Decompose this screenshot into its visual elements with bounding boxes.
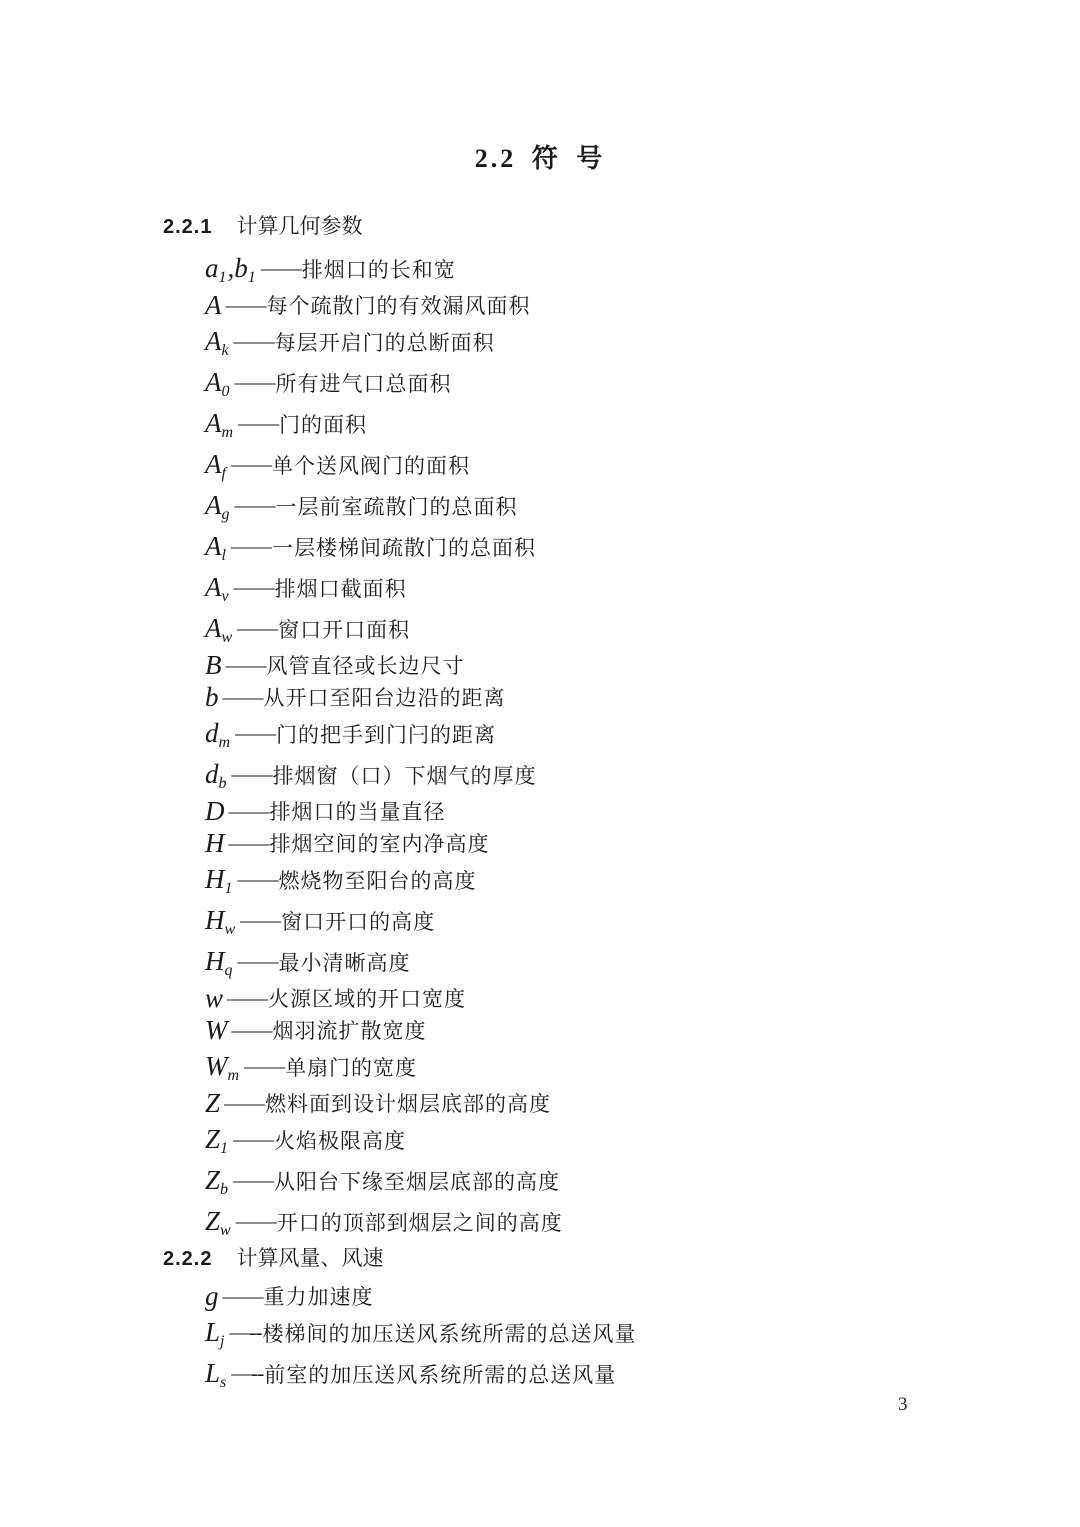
symbol xyxy=(205,827,225,858)
section-title: 计算几何参数 xyxy=(236,214,363,238)
symbol-description: 排烟口截面积 xyxy=(274,576,407,601)
symbol-letter: W xyxy=(205,1014,228,1045)
symbol-letter: g xyxy=(205,1280,219,1311)
symbol-subscript: b xyxy=(218,775,227,792)
symbol-subscript: 1 xyxy=(224,880,233,897)
symbol-subscript: 1 xyxy=(218,269,227,286)
symbol-definition-row xyxy=(163,321,1030,362)
dash-separator: —— xyxy=(238,411,279,435)
symbol-description: 排烟空间的室内净高度 xyxy=(269,832,490,856)
dash-separator: —— xyxy=(228,798,269,823)
symbol-letter: Z xyxy=(205,1165,221,1195)
symbol xyxy=(205,613,233,646)
symbol xyxy=(205,326,230,359)
page-number: 3 xyxy=(898,1394,908,1415)
dash-separator: —— xyxy=(233,329,274,353)
section-heading xyxy=(163,1242,1030,1278)
symbol-description: 门的面积 xyxy=(279,412,368,437)
symbol-definition-row xyxy=(163,754,1030,795)
symbol xyxy=(205,1206,232,1239)
symbol-definition-row xyxy=(163,982,1030,1014)
dash-separator: —— xyxy=(225,292,266,317)
symbol xyxy=(205,946,234,979)
symbol-definition-row xyxy=(163,827,1030,859)
symbol-definition-row xyxy=(163,1087,1030,1119)
symbol-definition-row xyxy=(163,1201,1030,1242)
symbol-definition-row xyxy=(163,941,1030,982)
symbol-subscript: m xyxy=(227,1067,240,1084)
symbol-definition-row xyxy=(163,1312,1030,1353)
symbol-letter: d xyxy=(205,759,219,789)
symbol-subscript: w xyxy=(224,921,236,938)
symbol-subscript: m xyxy=(221,424,234,441)
symbol-description: 每层开启门的总断面积 xyxy=(274,330,495,355)
symbol xyxy=(205,718,231,751)
symbol-definition-row xyxy=(163,795,1030,827)
symbol-subscript: k xyxy=(221,342,229,359)
symbol-definition-row xyxy=(163,567,1030,608)
dash-separator: —— xyxy=(235,721,276,745)
dash-separator: —— xyxy=(231,1017,272,1042)
symbol-subscript: j xyxy=(220,1333,225,1350)
dash-separator: —— xyxy=(237,616,278,640)
symbol-sections xyxy=(163,210,1030,1394)
symbol-subscript: w xyxy=(221,629,233,646)
symbol-letter: L xyxy=(205,1317,221,1347)
section-heading xyxy=(163,210,1030,246)
dash-separator: —— xyxy=(225,652,266,677)
symbol-letter: Z xyxy=(205,1087,221,1118)
symbol-letter: b xyxy=(205,681,219,712)
symbol-description: 从开口至阳台边沿的距离 xyxy=(263,686,506,710)
section xyxy=(163,210,1030,1242)
symbol xyxy=(205,1051,240,1084)
symbol-definition-row xyxy=(163,444,1030,485)
symbol xyxy=(205,531,227,564)
symbol-definition-row xyxy=(163,681,1030,713)
symbol-letter: A xyxy=(205,572,222,602)
symbol-letter: A xyxy=(205,490,222,520)
symbol xyxy=(205,253,257,286)
symbol-definition-row xyxy=(163,608,1030,649)
symbol-definition-row xyxy=(163,485,1030,526)
symbol-subscript: 0 xyxy=(221,383,230,400)
dash-separator: —— xyxy=(222,1283,263,1308)
symbol xyxy=(205,681,219,712)
dash-separator: —— xyxy=(230,534,271,558)
symbol-letter: A xyxy=(205,531,222,561)
dash-separator: —— xyxy=(233,1168,274,1192)
symbol-description: 风管直径或长边尺寸 xyxy=(266,654,465,678)
dash-separator: —— xyxy=(222,684,263,709)
dash-separator: —— xyxy=(227,985,268,1010)
symbol-letter: A xyxy=(205,326,222,356)
dash-separator: —— xyxy=(235,1209,276,1233)
symbol-subscript: b xyxy=(220,1181,229,1198)
symbol-description: 火源区域的开口宽度 xyxy=(268,987,467,1011)
symbol-letter: A xyxy=(205,408,222,438)
section-number: 2.2.1 xyxy=(163,216,213,238)
symbol-definition-row xyxy=(163,900,1030,941)
symbol xyxy=(205,649,222,680)
symbol-description: 一层楼梯间疏散门的总面积 xyxy=(271,535,536,560)
symbol xyxy=(205,1087,221,1118)
symbol-letter: Z xyxy=(205,1206,221,1236)
symbol xyxy=(205,1280,219,1311)
dash-separator: —— xyxy=(234,370,275,394)
symbol-description: 最小清晰高度 xyxy=(278,950,411,975)
symbol-definition-row xyxy=(163,1014,1030,1046)
symbol-letter: d xyxy=(205,718,219,748)
symbol-description: 排烟窗（口）下烟气的厚度 xyxy=(272,763,537,788)
symbol xyxy=(205,289,222,320)
symbol-subscript: l xyxy=(221,547,226,564)
dash-separator: —— xyxy=(237,949,278,973)
dash-separator: —— xyxy=(230,452,271,476)
symbol xyxy=(205,1358,227,1391)
symbol-letter: H xyxy=(205,864,225,894)
symbol-definition-row xyxy=(163,1280,1030,1312)
symbol-definition-row xyxy=(163,1353,1030,1394)
symbol-letter: w xyxy=(205,982,224,1013)
symbol-description: 楼梯间的加压送风系统所需的总送风量 xyxy=(262,1321,637,1346)
symbol-letter: Z xyxy=(205,1124,221,1154)
symbol-description: 排烟口的长和宽 xyxy=(301,257,456,282)
dash-separator: —— xyxy=(240,908,281,932)
dash-separator: —— xyxy=(234,493,275,517)
symbol-definition-row xyxy=(163,1160,1030,1201)
dash-separator: —— xyxy=(231,762,272,786)
dash-separator: —— xyxy=(260,256,301,280)
symbol xyxy=(205,759,228,792)
symbol xyxy=(205,367,231,400)
symbol xyxy=(205,572,230,605)
symbol-description: 窗口开口面积 xyxy=(278,617,411,642)
symbol-subscript: m xyxy=(218,734,231,751)
symbol-letter: A xyxy=(205,449,222,479)
dash-separator: —-- xyxy=(231,1361,264,1385)
symbol-description: 一层前室疏散门的总面积 xyxy=(275,494,518,519)
dash-separator: —— xyxy=(244,1054,285,1078)
symbol-definition-row xyxy=(163,1046,1030,1087)
symbol-description: 每个疏散门的有效漏风面积 xyxy=(266,294,531,318)
dash-separator: —-- xyxy=(229,1320,262,1344)
symbol xyxy=(205,490,231,523)
symbol-description: 门的把手到门闩的距离 xyxy=(276,722,497,747)
symbol-subscript: v xyxy=(221,588,229,605)
symbol-letter: a xyxy=(205,253,219,283)
dash-separator: —— xyxy=(228,830,269,855)
symbol xyxy=(205,864,234,897)
symbol-definition-row xyxy=(163,289,1030,321)
symbol-definition-row xyxy=(163,1119,1030,1160)
symbol-letter: H xyxy=(205,946,225,976)
section-title: 计算风量、风速 xyxy=(236,1246,384,1270)
symbol-description: 单扇门的宽度 xyxy=(285,1055,418,1080)
symbol-subscript: q xyxy=(224,962,233,979)
symbol-letter: L xyxy=(205,1358,221,1388)
symbol-subscript: 1 xyxy=(247,269,256,286)
symbol-description: 排烟口的当量直径 xyxy=(269,800,446,824)
section-number: 2.2.2 xyxy=(163,1248,213,1270)
symbol-definition-row xyxy=(163,403,1030,444)
symbol-definition-row xyxy=(163,362,1030,403)
symbol-letter: A xyxy=(205,367,222,397)
symbol-letter: D xyxy=(205,795,225,826)
section xyxy=(163,1242,1030,1394)
symbol-letter: ,b xyxy=(227,253,248,283)
dash-separator: —— xyxy=(233,575,274,599)
symbol xyxy=(205,1317,225,1350)
symbol xyxy=(205,1124,229,1157)
symbol-definition-row xyxy=(163,526,1030,567)
symbol xyxy=(205,408,234,441)
symbol-description: 单个送风阀门的面积 xyxy=(271,453,470,478)
dash-separator: —— xyxy=(237,867,278,891)
symbol-definition-row xyxy=(163,248,1030,289)
dash-separator: —— xyxy=(233,1127,274,1151)
symbol-description: 重力加速度 xyxy=(263,1285,374,1309)
symbol-definition-row xyxy=(163,713,1030,754)
symbol-letter: H xyxy=(205,905,225,935)
symbol-subscript: s xyxy=(220,1374,227,1391)
symbol-subscript: 1 xyxy=(220,1140,229,1157)
symbol-description: 前室的加压送风系统所需的总送风量 xyxy=(264,1362,617,1387)
symbol-subscript: w xyxy=(220,1222,231,1239)
symbol-description: 窗口开口的高度 xyxy=(281,909,436,934)
symbol-letter: B xyxy=(205,649,222,680)
symbol xyxy=(205,982,224,1013)
symbol-description: 火焰极限高度 xyxy=(274,1128,407,1153)
symbol-letter: H xyxy=(205,827,225,858)
symbol-letter: W xyxy=(205,1051,228,1081)
symbol-definition-row xyxy=(163,859,1030,900)
symbol xyxy=(205,905,236,938)
symbol xyxy=(205,1165,229,1198)
symbol-subscript: f xyxy=(221,465,226,482)
symbol-description: 从阳台下缘至烟层底部的高度 xyxy=(274,1169,561,1194)
symbol-description: 烟羽流扩散宽度 xyxy=(272,1019,427,1043)
symbol xyxy=(205,1014,228,1045)
symbol-definition-row xyxy=(163,649,1030,681)
dash-separator: —— xyxy=(224,1090,265,1115)
symbol xyxy=(205,449,227,482)
symbol-subscript: g xyxy=(221,506,230,523)
symbol xyxy=(205,795,225,826)
symbol-description: 所有进气口总面积 xyxy=(275,371,452,396)
symbol-letter: A xyxy=(205,613,222,643)
symbol-description: 燃烧物至阳台的高度 xyxy=(278,868,477,893)
symbol-description: 开口的顶部到烟层之间的高度 xyxy=(276,1210,563,1235)
symbol-letter: A xyxy=(205,289,222,320)
page-title: 2.2 符 号 xyxy=(474,144,606,173)
symbol-description: 燃料面到设计烟层底部的高度 xyxy=(265,1092,552,1116)
